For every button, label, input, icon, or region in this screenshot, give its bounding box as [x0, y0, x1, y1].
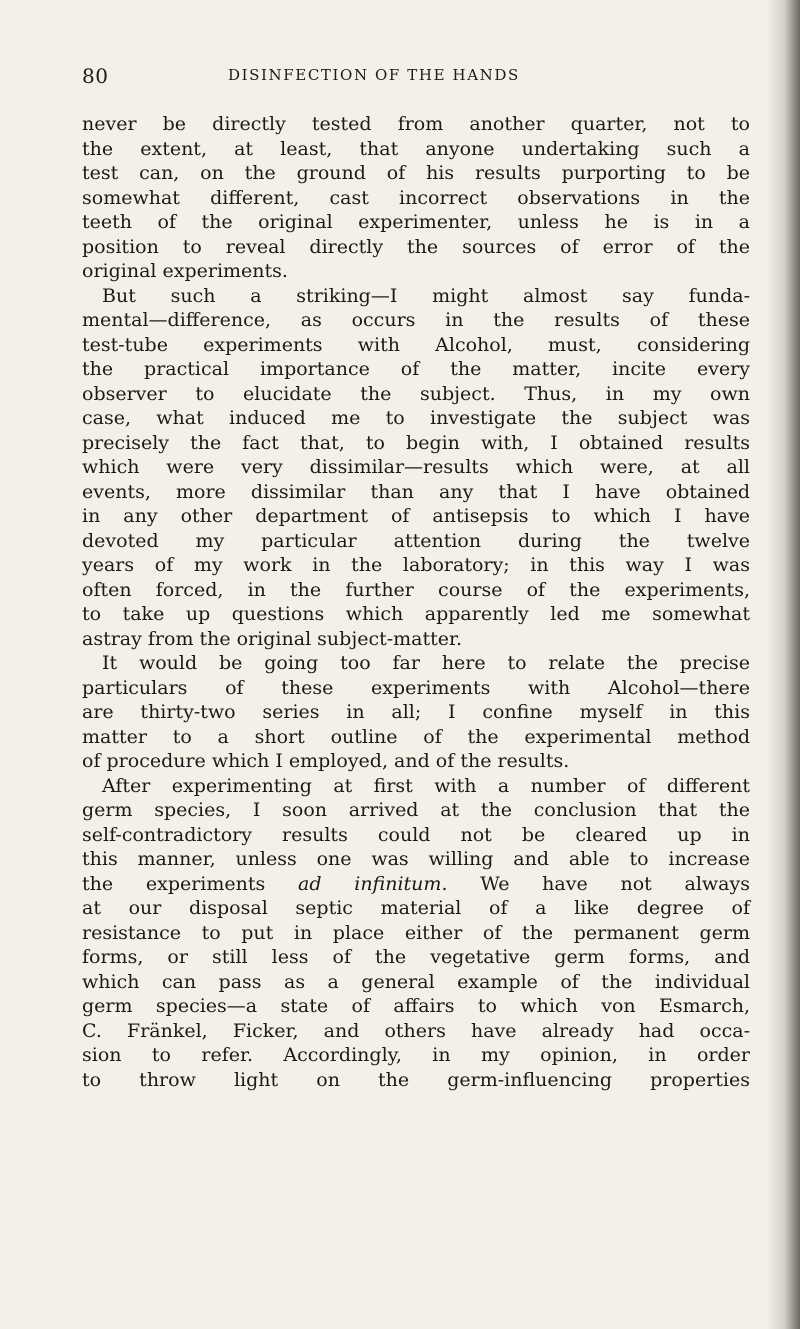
text-line: original experiments.	[82, 260, 288, 282]
paragraph-first-line: But such a striking—I might almost say funda-	[102, 284, 750, 307]
text-line: C. Fränkel, Ficker, and others have already had occa-	[82, 1019, 750, 1042]
text-line: never be directly tested from another quarter, not to	[82, 113, 750, 135]
page-number: 80	[82, 64, 109, 88]
text-line: the practical importance of the matter, incite every	[82, 358, 750, 380]
text-line: devoted my particular attention during the twelve	[82, 529, 750, 552]
text-line: position to reveal directly the sources of error of the	[82, 235, 750, 258]
text-line: of procedure which I employed, and of the results.	[82, 750, 570, 772]
text-line: somewhat different, cast incorrect observations in the	[82, 186, 750, 209]
text-line: self-contradictory results could not be cleared up in	[82, 823, 750, 846]
text-line: which can pass as a general example of the individual	[82, 970, 750, 993]
text-line: precisely the fact that, to begin with, I obtained results	[82, 431, 750, 454]
text-segment: . We have not always	[441, 872, 750, 895]
text-line: at our disposal septic material of a like degree of	[82, 897, 750, 919]
text-line: often forced, in the further course of the experiments,	[82, 578, 750, 601]
text-line: test can, on the ground of his results purporting to be	[82, 162, 750, 184]
text-line: to take up questions which apparently led me somewhat	[82, 603, 750, 625]
paragraph-first-line: After experimenting at first with a number of different	[102, 774, 750, 797]
text-line: mental—difference, as occurs in the results of these	[82, 309, 750, 331]
text-line: sion to refer. Accordingly, in my opinion, in order	[82, 1044, 750, 1066]
paragraph-first-line: It would be going too far here to relate the precise	[102, 652, 750, 674]
text-segment: the experiments	[82, 872, 299, 895]
page-edge-shadow	[766, 0, 800, 1329]
text-line-with-italic	[82, 872, 750, 897]
body-text	[82, 112, 750, 1092]
text-line: the extent, at least, that anyone undertaking such a	[82, 137, 750, 160]
text-line: which were very dissimilar—results which were, at all	[82, 456, 750, 478]
text-line: years of my work in the laboratory; in this way I was	[82, 554, 750, 576]
text-line: germ species, I soon arrived at the conclusion that the	[82, 799, 750, 821]
text-line: test-tube experiments with Alcohol, must, considering	[82, 333, 750, 356]
text-line: this manner, unless one was willing and able to increase	[82, 848, 750, 870]
italic-phrase: ad infinitum	[298, 872, 442, 895]
text-line: to throw light on the germ-influencing properties	[82, 1068, 750, 1091]
text-line: germ species—a state of affairs to which von Esmarch,	[82, 995, 750, 1017]
text-line: teeth of the original experimenter, unless he is in a	[82, 211, 750, 233]
text-line: are thirty-two series in all; I confine myself in this	[82, 701, 750, 723]
running-title: DISINFECTION OF THE HANDS	[228, 66, 520, 84]
text-line: case, what induced me to investigate the subject was	[82, 407, 750, 429]
running-head	[82, 64, 762, 88]
text-line: in any other department of antisepsis to which I have	[82, 505, 750, 527]
text-line: matter to a short outline of the experimental method	[82, 725, 750, 748]
text-line: events, more dissimilar than any that I have obtained	[82, 480, 750, 503]
text-line: observer to elucidate the subject. Thus, in my own	[82, 382, 750, 405]
text-line: particulars of these experiments with Alcohol—there	[82, 676, 750, 699]
text-line: astray from the original subject-matter.	[82, 627, 463, 650]
text-line: resistance to put in place either of the permanent germ	[82, 921, 750, 944]
text-line: forms, or still less of the vegetative germ forms, and	[82, 946, 750, 968]
